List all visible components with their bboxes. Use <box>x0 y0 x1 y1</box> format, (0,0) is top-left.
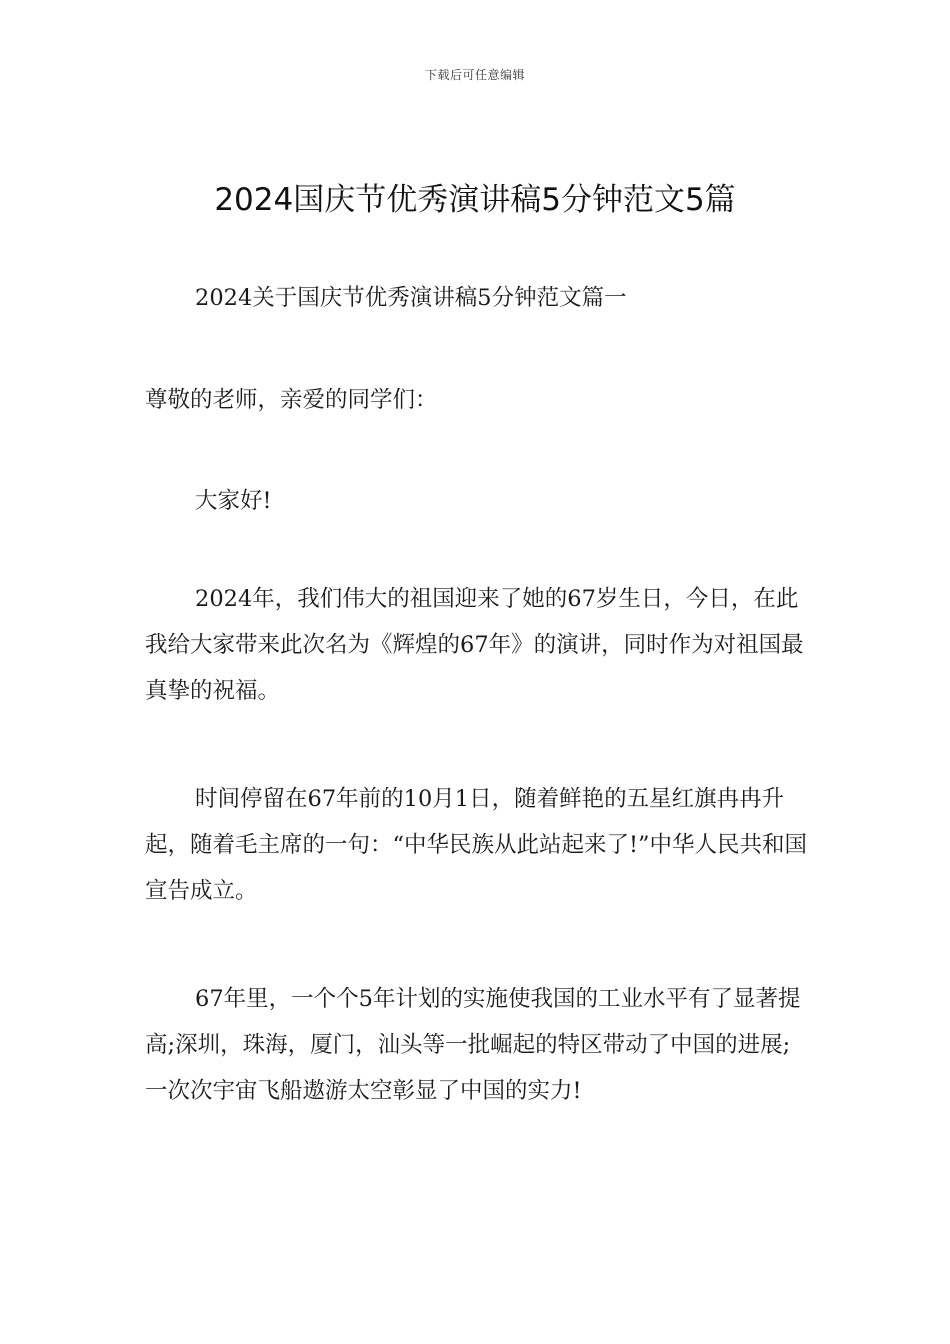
body-paragraph-1: 2024年，我们伟大的祖国迎来了她的67岁生日，今日，在此我给大家带来此次名为《辉煌的67年》的演讲，同时作为对祖国最真挚的祝福。 <box>145 586 804 704</box>
document-title: 2024国庆节优秀演讲稿5分钟范文5篇 <box>214 182 736 218</box>
salutation: 尊敬的老师，亲爱的同学们： <box>145 387 438 413</box>
body-paragraph-3: 67年里，一个个5年计划的实施使我国的工业水平有了显著提高;深圳，珠海，厦门，汕头等一批崛起的特区带动了中国的进展;一次次宇宙飞船遨游太空彰显了中国的实力! <box>145 986 801 1104</box>
greeting: 大家好! <box>195 488 272 514</box>
body-paragraph-2: 时间停留在67年前的10月1日，随着鲜艳的五星红旗冉冉升起，随着毛主席的一句：“中华民族从此站起来了!”中华人民共和国宣告成立。 <box>145 786 808 904</box>
section-heading: 2024关于国庆节优秀演讲稿5分钟范文篇一 <box>195 285 627 311</box>
header-note: 下载后可任意编辑 <box>424 68 525 82</box>
